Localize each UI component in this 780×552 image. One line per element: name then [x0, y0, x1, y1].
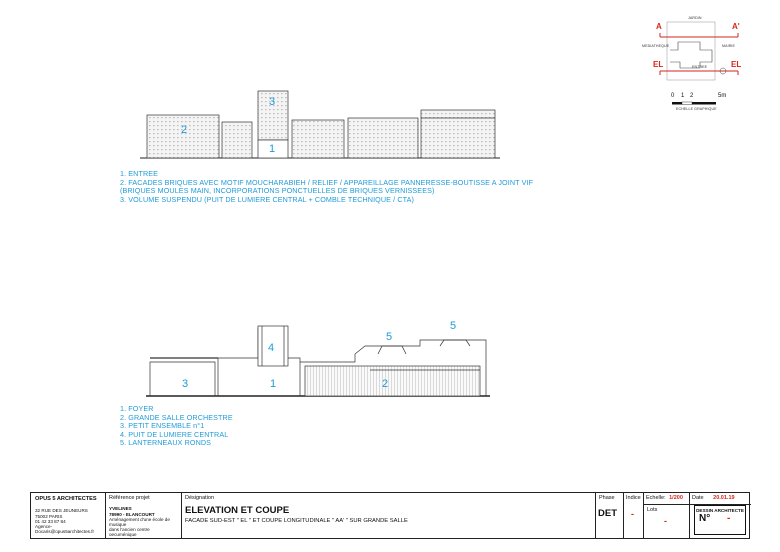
indice-label: Indice	[626, 495, 641, 501]
phase-value: DET	[598, 508, 617, 520]
address-line: 01 42 33 87 84	[35, 518, 66, 524]
legend-line: (BRIQUES MOULES MAIN, INCORPORATIONS PONCTUELLES DE BRIQUES VERNISSEES)	[120, 186, 435, 196]
elevation-legend	[120, 170, 533, 204]
key-plan-a-right: A'	[732, 22, 740, 31]
elevation-number-2: 2	[181, 124, 188, 136]
date-label: Date	[692, 495, 704, 501]
legend-line: 2. FACADES BRIQUES AVEC MOTIF MOUCHARABIEH / RELIEF / APPAREILLAGE PANNERESSE-BOUTISSE A JOINT VIF	[120, 177, 534, 187]
date-column	[689, 493, 751, 538]
indice-value: -	[631, 509, 634, 520]
section-drawing	[146, 326, 490, 396]
section-number-5: 5	[450, 320, 457, 332]
designation-label: Désignation	[185, 495, 215, 501]
office-name: OPUS 5 ARCHITECTES	[35, 496, 97, 502]
echelle-label: Echelle:	[646, 495, 666, 501]
project-ref-column	[105, 493, 181, 538]
section-number-1: 1	[270, 378, 277, 390]
project-line: YVELINES	[109, 506, 132, 512]
indice-column	[623, 493, 643, 538]
title-block	[30, 492, 750, 539]
legend-line: 1. FOYER	[120, 404, 154, 413]
drawing-number-box	[694, 505, 746, 535]
scale-tick: 0	[671, 93, 675, 99]
legend-line: 3. PETIT ENSEMBLE n°1	[120, 421, 205, 431]
project-line: Aménagement d'une école de musique	[109, 516, 170, 527]
section-number-2: 2	[382, 378, 389, 390]
legend-line: 2. GRANDE SALLE ORCHESTRE	[120, 412, 233, 422]
legend-line: 5. LANTERNEAUX RONDS	[120, 438, 212, 448]
key-plan-entree: ENTREE	[692, 65, 708, 69]
number-value: -	[727, 513, 731, 525]
ref-label: Référence projet	[109, 495, 150, 501]
drawing-subtitle: FACADE SUD-EST " EL " ET COUPE LONGITUDINALE " AA' " SUR GRANDE SALLE	[185, 518, 408, 525]
office-column	[35, 496, 105, 534]
address-line: Agence-Docaris@opus5architectes.fr	[35, 523, 95, 535]
drawing-title: ELEVATION ET COUPE	[185, 505, 290, 517]
section-number-5: 5	[386, 331, 393, 343]
scale-tick: 1	[681, 93, 685, 99]
elevation-number-1: 1	[269, 143, 276, 155]
scale-tick: 2	[690, 93, 694, 99]
phase-label: Phase	[599, 495, 615, 501]
echelle-value: 1/200	[669, 495, 683, 501]
key-plan-a-left: A	[656, 22, 662, 31]
date-value: 20.01.19	[713, 495, 735, 501]
section-legend	[120, 405, 233, 448]
elevation-number-3: 3	[269, 96, 276, 108]
scale-caption: ECHELLE GRAPHIQUE	[676, 107, 717, 111]
phase-column	[595, 493, 623, 538]
section-number-4: 4	[268, 342, 275, 354]
lots-value: -	[664, 516, 667, 527]
lots-label: Lots	[647, 507, 658, 513]
date-row	[690, 493, 751, 505]
legend-line: 4. PUIT DE LUMIERE CENTRAL	[120, 429, 229, 439]
project-line: dans l'ancien centre oecuménique	[109, 527, 150, 538]
key-plan-mediatheque: MEDIATHEQUE	[642, 44, 670, 48]
address-line: 75002 PARIS	[35, 513, 63, 519]
project-line: 78990 - ELANCOURT	[109, 511, 155, 517]
key-plan-jardin: JARDIN	[688, 16, 702, 20]
scale-tick: 5m	[718, 93, 727, 99]
echelle-column	[643, 493, 689, 538]
legend-line: 3. VOLUME SUSPENDU (PUIT DE LUMIERE CENTRAL + COMBLE TECHNIQUE / CTA)	[120, 194, 414, 204]
elevation-drawing	[140, 91, 500, 158]
echelle-row	[644, 493, 689, 505]
key-plan-el-right: EL	[731, 60, 742, 69]
address-line: 32 RUE DES JEUNEURS	[35, 508, 88, 514]
section-number-3: 3	[182, 378, 189, 390]
legend-line: 1. ENTREE	[120, 169, 159, 178]
key-plan-el-left: EL	[653, 60, 664, 69]
number-label: N°	[699, 513, 711, 525]
designation-column	[181, 493, 595, 538]
key-plan-mairie: MAIRIE	[722, 44, 735, 48]
dessin-label: DESSIN ARCHITECTE	[696, 508, 744, 513]
